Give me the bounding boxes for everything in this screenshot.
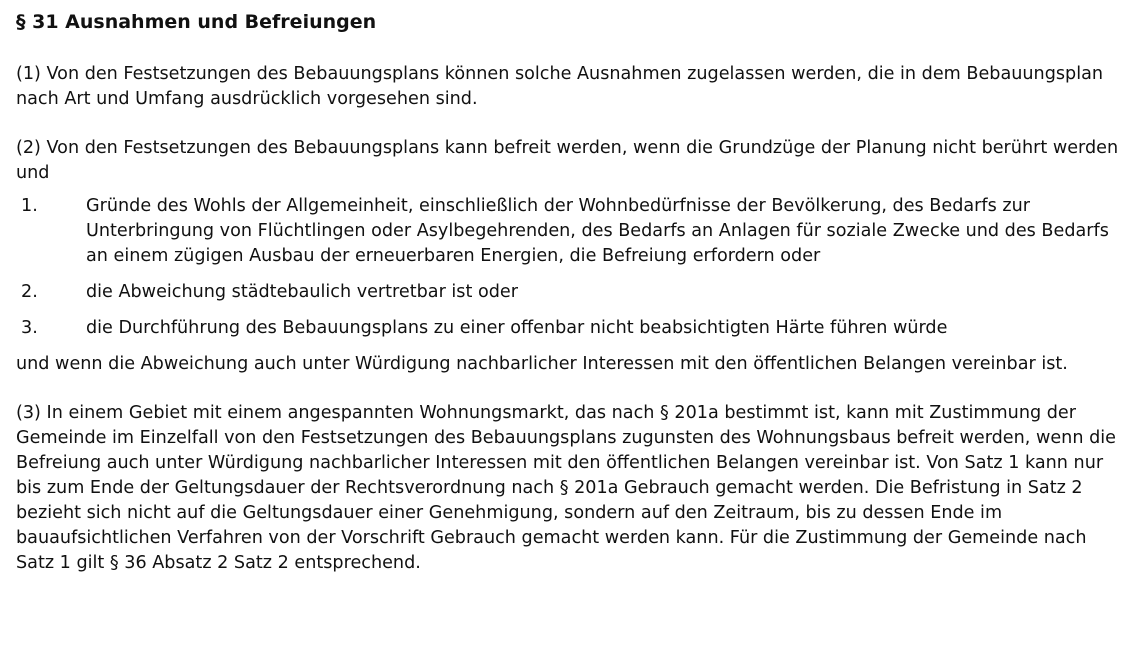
- paragraph-3: (3) In einem Gebiet mit einem angespannten Wohnungsmarkt, das nach § 201a bestimmt ist, kann mit Zustimmung der Gemeinde im Einzelfall von den Festsetzungen des Bebauungsplans zugunsten des Wohnungsbaus befreit werden, wenn die Befreiung auch unter Würdigung nachbarlicher Interessen mit den öffentlichen Belangen vereinbar ist. Von Satz 1 kann nur bis zum Ende der Geltungsdauer der Rechtsverordnung nach § 201a Gebrauch gemacht werden. Die Befristung in Satz 2 bezieht sich nicht auf die Geltungsdauer einer Genehmigung, sondern auf den Zeitraum, bis zu dessen Ende im bauaufsichtlichen Verfahren von der Vorschrift Gebrauch gemacht werden kann. Für die Zustimmung der Gemeinde nach Satz 1 gilt § 36 Absatz 2 Satz 2 entsprechend.: [16, 403, 1116, 573]
- list-item-text: Gründe des Wohls der Allgemeinheit, einschließlich der Wohnbedürfnisse der Bevölkerung, des Bedarfs zur Unterbringung von Flüchtlingen oder Asylbegehrenden, des Bedarfs an Anlagen für soziale Zwecke und des Bedarfs an einem zügigen Ausbau der erneuerbaren Energien, die Befreiung erfordern oder: [86, 196, 1109, 266]
- list-item: [16, 194, 1128, 269]
- list-item-text: die Abweichung städtebaulich vertretbar ist oder: [86, 282, 518, 302]
- list-item-number: 3.: [21, 318, 38, 338]
- list-item-number: 2.: [21, 282, 38, 302]
- paragraph-2-outro: und wenn die Abweichung auch unter Würdigung nachbarlicher Interessen mit den öffentlichen Belangen vereinbar ist.: [16, 354, 1068, 374]
- list-item-text: die Durchführung des Bebauungsplans zu einer offenbar nicht beabsichtigten Härte führen würde: [86, 318, 948, 338]
- list-item: [16, 280, 1128, 305]
- list-item: [16, 316, 1128, 341]
- document-body: [16, 10, 1128, 576]
- paragraph-2-intro: (2) Von den Festsetzungen des Bebauungsplans kann befreit werden, wenn die Grundzüge der Planung nicht berührt werden und: [16, 138, 1119, 183]
- paragraph-1: (1) Von den Festsetzungen des Bebauungsplans können solche Ausnahmen zugelassen werden, die in dem Bebauungsplan nach Art und Umfang ausdrücklich vorgesehen sind.: [16, 64, 1104, 109]
- section-title: § 31 Ausnahmen und Befreiungen: [16, 11, 377, 33]
- paragraph-2-list: [16, 194, 1128, 341]
- list-item-number: 1.: [21, 196, 38, 216]
